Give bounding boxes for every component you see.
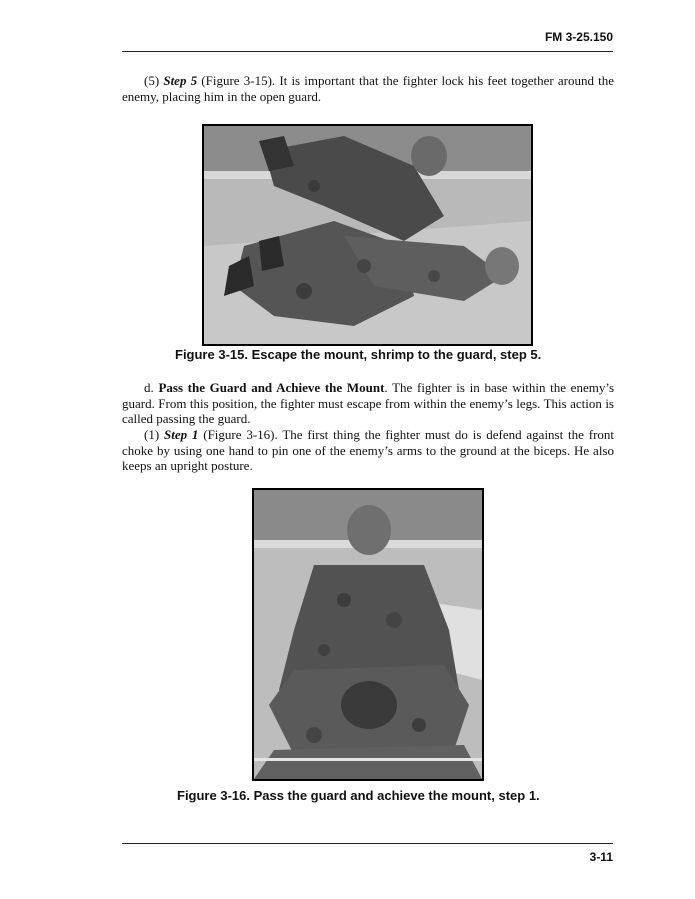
figure-3-16-photo bbox=[252, 488, 484, 781]
section-d-letter: d. bbox=[144, 380, 154, 395]
step5-paragraph bbox=[122, 73, 614, 104]
header-rule bbox=[122, 51, 613, 52]
figure-3-15-photo bbox=[202, 124, 533, 346]
page-number: 3-11 bbox=[589, 850, 613, 864]
footer-rule bbox=[122, 843, 613, 844]
figure-3-16-image bbox=[254, 490, 482, 779]
step1-paragraph bbox=[122, 427, 614, 474]
step1-title: Step 1 bbox=[164, 427, 199, 442]
step1-text: (Figure 3-16). The first thing the fighter must do is defend against the front choke by using one hand to pin one of the enemy’s arms to the ground at the biceps. He also keeps an upright posture. bbox=[122, 427, 615, 474]
figure-3-15-image bbox=[204, 126, 531, 344]
section-d-title: Pass the Guard and Achieve the Mount bbox=[158, 380, 385, 395]
step1-number: (1) bbox=[144, 427, 160, 442]
figure-3-15-caption: Figure 3-15. Escape the mount, shrimp to the guard, step 5. bbox=[175, 347, 542, 362]
step5-number: (5) bbox=[144, 73, 160, 88]
step5-title: Step 5 bbox=[163, 73, 198, 88]
step5-text: (Figure 3-15). It is important that the fighter lock his feet together around the enemy, placing him in the open guard. bbox=[122, 73, 614, 104]
section-d-text: . The fighter is in base within the enemy’s guard. From this position, the fighter must escape from within the enemy’s legs. This action is called passing the guard. bbox=[122, 380, 615, 427]
document-id: FM 3-25.150 bbox=[544, 30, 613, 44]
section-d-paragraph bbox=[122, 380, 614, 427]
figure-3-16-caption: Figure 3-16. Pass the guard and achieve the mount, step 1. bbox=[177, 788, 540, 803]
